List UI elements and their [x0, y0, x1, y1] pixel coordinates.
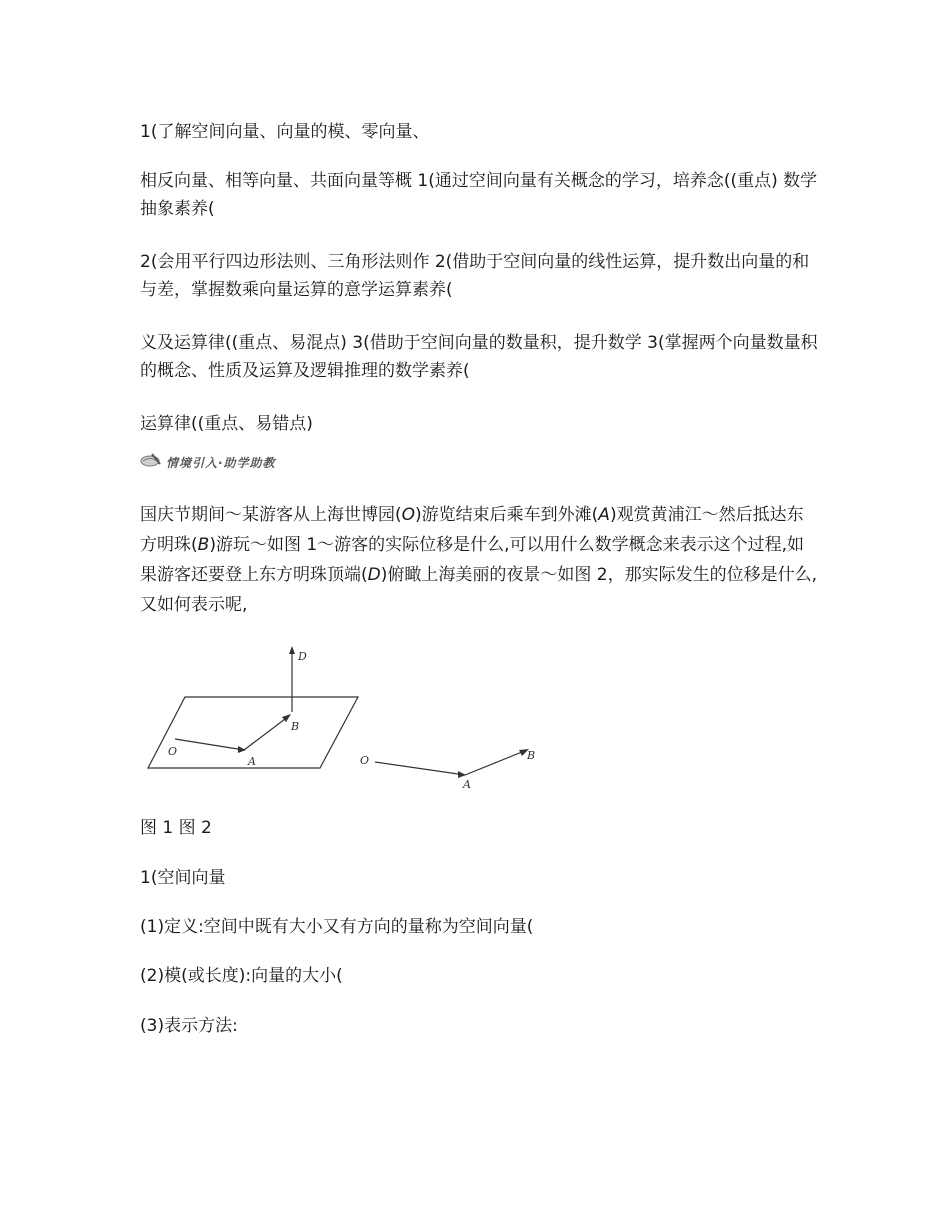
figure-caption: 图 1 图 2	[140, 818, 212, 838]
goal-line-3: 2(会用平行四边形法则、三角形法则作 2(借助于空间向量的线性运算，提升数出向量的和与差，掌握数乘向量运算的意学运算素养(	[140, 252, 810, 300]
goal-line-1: 1(了解空间向量、向量的模、零向量、	[140, 122, 430, 142]
fig1-label-d: D	[298, 650, 307, 663]
goal-line-4: 义及运算律((重点、易混点) 3(借助于空间向量的数量积，提升数学 3(掌握两个向量数量积的概念、性质及运算及逻辑推理的数学素养(	[140, 333, 818, 381]
book-pencil-icon	[140, 452, 162, 472]
representation-item: (3)表示方法:	[140, 1016, 238, 1036]
banner-text: 情境引入·助学助教	[166, 455, 276, 470]
goal-line-5: 运算律((重点、易错点)	[140, 414, 313, 434]
modulus-item: (2)模(或长度):向量的大小(	[140, 966, 343, 986]
fig1-label-o: O	[168, 745, 178, 758]
definition-item: (1)定义:空间中既有大小又有方向的量称为空间向量(	[140, 917, 534, 937]
fig2-label-b: B	[527, 749, 536, 762]
fig1-label-a: A	[248, 755, 256, 768]
goal-line-2: 相反向量、相等向量、共面向量等概 1(通过空间向量有关概念的学习，培养念((重点) 数学抽象素养(	[140, 171, 818, 219]
intro-paragraph: 国庆节期间～某游客从上海世博园(O)游览结束后乘车到外滩(A)观赏黄浦江～然后抵达东方明珠(B)游玩～如图 1～游客的实际位移是什么,可以用什么数学概念来表示这个过程,如果游客还要登上东方明珠顶端(D)俯瞰上海美丽的夜景～如图 2，那实际发生的位移是什么,又如何表示呢,	[140, 505, 817, 615]
context-banner	[140, 452, 276, 472]
figure-2	[355, 735, 555, 799]
fig2-label-o: O	[360, 754, 370, 767]
fig2-label-a: A	[463, 778, 471, 791]
fig1-label-b: B	[291, 720, 300, 733]
figure-1	[140, 640, 360, 784]
section-title: 1(空间向量	[140, 868, 226, 888]
